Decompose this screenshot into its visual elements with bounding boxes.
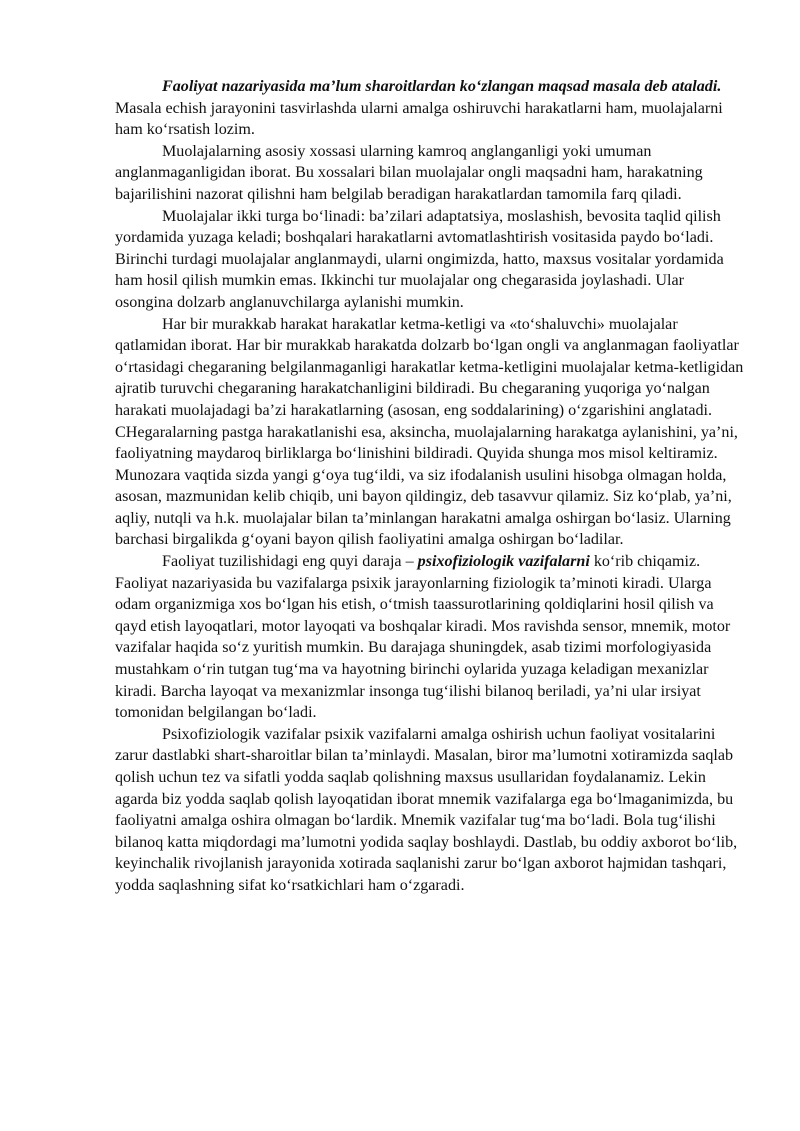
paragraph-5-text: ko‘rib chiqamiz. Faoliyat nazariyasida bu vazifalarga psixik jarayonlarning fiziologik ta’minoti kiradi. Ularga odam organizmiga xos bo‘lgan his etish, o‘tmish taassurotlarining qoldiqlarini hosil qilish va qayd etish layoqatlari, motor layoqati va boshqalar kiradi. Mos ravishda sensor, mnemik, motor vazifalar haqida so‘z yuritish mumkin. Bu darajaga shuningdek, asab tizimi morfologiyasida mustahkam o‘rin tutgan tug‘ma va hayotning birinchi oylarida yuzaga keladigan mexanizlar kiradi. Barcha layoqat va mexanizmlar insonga tug‘ilishi bilanoq beriladi, ya’ni ular irsiyat tomonidan belgilangan bo‘ladi. [115,553,731,722]
paragraph-5-term: psixofiziologik vazifalarni [417,553,590,571]
paragraph-5 [115,551,745,724]
paragraph-1 [115,76,745,141]
paragraph-1-text: Masala echish jarayonini tasvirlashda ularni amalga oshiruvchi harakatlarni ham, muolajalarni ham ko‘rsatish lozim. [115,99,723,139]
document-body [115,76,745,897]
paragraph-3-text: Muolajalar ikki turga bo‘linadi: ba’zilari adaptatsiya, moslashish, bevosita taqlid qilish yordamida yuzaga keladi; boshqalari harakatlarni avtomatlashtirish vositasida paydo bo‘ladi. Birinchi turdagi muolajalar anglanmaydi, ularni ongimizda, hatto, maxsus vositalar yordamida ham hosil qilish mumkin emas. Ikkinchi tur muolajalar ong chegarasida joylashadi. Ular osongina dolzarb anglanuvchilarga aylanishi mumkin. [115,207,724,311]
paragraph-6 [115,724,745,897]
paragraph-6-text: Psixofiziologik vazifalar psixik vazifalarni amalga oshirish uchun faoliyat vositalarini zarur dastlabki shart-sharoitlar bilan ta’minlaydi. Masalan, biror ma’lumotni xotiramizda saqlab qolish uchun tez va sifatli yodda saqlab qolishning maxsus usullaridan foydalanamiz. Lekin agarda biz yodda saqlab qolish layoqatidan iborat mnemik vazifalarga ega bo‘lmaganimizda, bu faoliyatni amalga oshira olmagan bo‘lardik. Mnemik vazifalar tug‘ma bo‘ladi. Bola tug‘ilishi bilanoq katta miqdordagi ma’lumotni yodida saqlay boshlaydi. Dastlab, bu oddiy axborot bo‘lib, keyinchalik rivojlanish jarayonida xotirada saqlanishi zarur bo‘lgan axborot hajmidan tashqari, yodda saqlashning sifat ko‘rsatkichlari ham o‘zgaradi. [115,725,738,894]
paragraph-3 [115,206,745,314]
paragraph-1-definition: Faoliyat nazariyasida ma’lum sharoitlardan ko‘zlangan maqsad masala deb ataladi. [162,78,722,95]
paragraph-2 [115,141,745,206]
paragraph-4-text: Har bir murakkab harakat harakatlar ketma-ketligi va «to‘shaluvchi» muolajalar qatlamidan iborat. Har bir murakkab harakatda dolzarb bo‘lgan ongli va anglanmagan faoliyatlar o‘rtasidagi chegaraning belgilanmaganligi harakatlar ketma-ketligini muolajalar ketma-ketligidan ajratib turuvchi chegaraning harakatchanligini bildiradi. Bu chegaraning yuqoriga yo‘nalgan harakati muolajadagi ba’zi harakatlarning (asosan, eng soddalarining) o‘zgarishini anglatadi. CHegaralarning pastga harakatlanishi esa, aksincha, muolajalarning harakatga aylanishini, ya’ni, faoliyatning maydaroq birliklarga bo‘linishini bildiradi. Quyida shunga mos misol keltiramiz. Munozara vaqtida sizda yangi g‘oya tug‘ildi, va siz ifodalanish usulini hisobga olmagan holda, asosan, mazmunidan kelib chiqib, uni bayon qildingiz, deb tasavvur qilamiz. Siz ko‘plab, ya’ni, aqliy, nutqli va h.k. muolajalar bilan ta’minlangan harakatni amalga oshirgan bo‘lasiz. Ularning barchasi birgalikda g‘oyani bayon qilish faoliyatini amalga oshirgan bo‘ladilar. [115,315,744,549]
paragraph-4 [115,314,745,552]
paragraph-5-intro: Faoliyat tuzilishidagi eng quyi daraja – [162,553,418,571]
paragraph-2-text: Muolajalarning asosiy xossasi ularning kamroq anglanganligi yoki umuman anglanmaganligidan iborat. Bu xossalari bilan muolajalar ongli maqsadni ham, harakatning bajarilishini nazorat qilishni ham belgilab beradigan harakatlardan tamomila farq qiladi. [115,142,703,203]
